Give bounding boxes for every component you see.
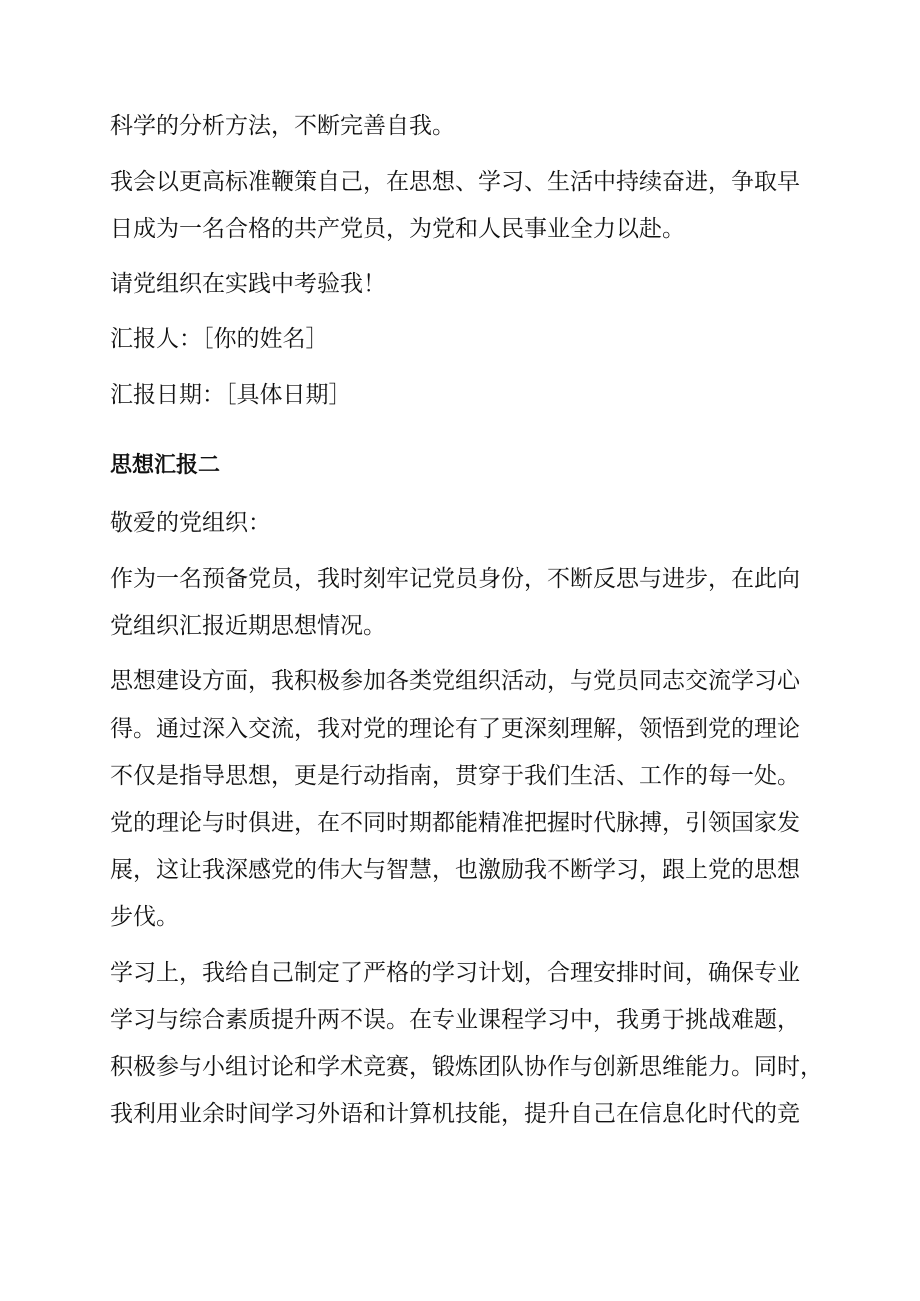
paragraph-line: 我会以更高标准鞭策自己，在思想、学习、生活中持续奋进，争取早	[110, 169, 800, 195]
paragraph-line: 展，这让我深感党的伟大与智慧，也激励我不断学习，跟上党的思想	[110, 857, 800, 883]
report-date-line: 汇报日期：［具体日期］	[110, 382, 352, 408]
reporter-line: 汇报人：［你的姓名］	[110, 326, 329, 352]
paragraph-line: 不仅是指导思想，更是行动指南，贯穿于我们生活、工作的每一处。	[110, 763, 800, 789]
paragraph-line: 请党组织在实践中考验我！	[110, 271, 386, 297]
paragraph-line: 党组织汇报近期思想情况。	[110, 613, 386, 639]
paragraph-line: 作为一名预备党员，我时刻牢记党员身份，不断反思与进步，在此向	[110, 566, 800, 592]
paragraph-line: 科学的分析方法，不断完善自我。	[110, 113, 455, 139]
paragraph-line: 积极参与小组讨论和学术竞赛，锻炼团队协作与创新思维能力。同时，	[110, 1054, 823, 1080]
paragraph-line: 日成为一名合格的共产党员，为党和人民事业全力以赴。	[110, 216, 685, 242]
paragraph-line: 党的理论与时俱进，在不同时期都能精准把握时代脉搏，引领国家发	[110, 810, 800, 836]
section-heading: 思想汇报二	[110, 453, 221, 478]
paragraph-line: 学习与综合素质提升两不误。在专业课程学习中，我勇于挑战难题，	[110, 1007, 800, 1033]
paragraph-line: 思想建设方面，我积极参加各类党组织活动，与党员同志交流学习心	[110, 668, 800, 694]
salutation: 敬爱的党组织：	[110, 510, 271, 536]
paragraph-line: 我利用业余时间学习外语和计算机技能，提升自己在信息化时代的竞	[110, 1101, 800, 1127]
paragraph-line: 得。通过深入交流，我对党的理论有了更深刻理解，领悟到党的理论	[110, 716, 800, 742]
paragraph-line: 学习上，我给自己制定了严格的学习计划，合理安排时间，确保专业	[110, 960, 800, 986]
paragraph-line: 步伐。	[110, 904, 179, 930]
